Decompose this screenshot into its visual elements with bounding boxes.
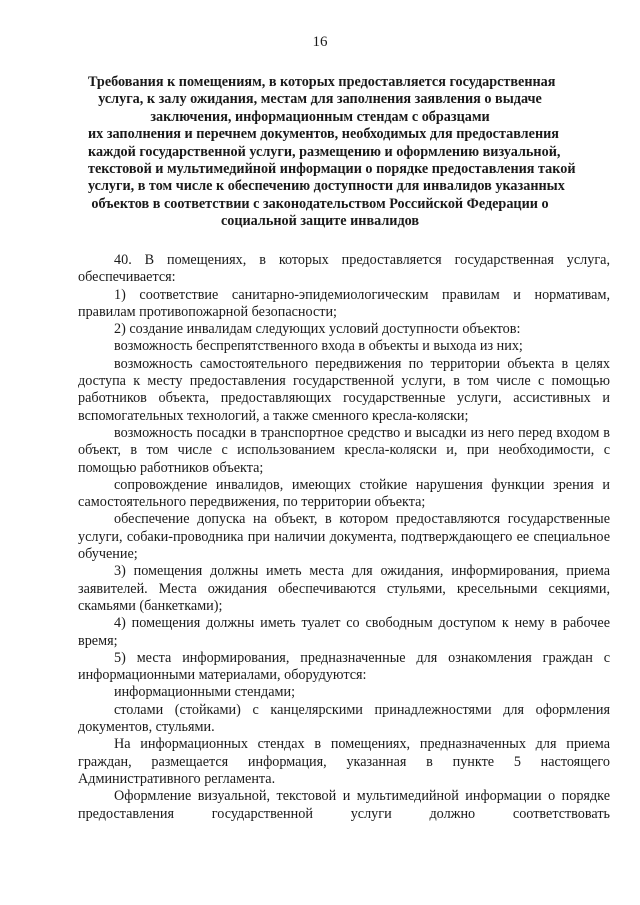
heading-line: каждой государственной услуги, размещению и оформлению визуальной, bbox=[88, 143, 561, 160]
heading-line: услуга, к залу ожидания, местам для заполнения заявления о выдаче bbox=[98, 91, 542, 108]
section-heading bbox=[88, 74, 576, 231]
paragraph-item-1: 1) соответствие санитарно-эпидемиологическим правилам и нормативам, правилам противопожарной безопасности; bbox=[78, 286, 610, 320]
heading-line: текстовой и мультимедийной информации о порядке предоставления такой bbox=[88, 161, 576, 178]
body-text bbox=[78, 252, 610, 823]
paragraph-transport: возможность посадки в транспортное средство и высадки из него перед входом в объект, в том числе с использованием кресла-коляски и, при необходимости, с помощью работников объекта; bbox=[78, 424, 610, 476]
paragraph-40-intro: 40. В помещениях, в которых предоставляется государственная услуга, обеспечивается: bbox=[78, 252, 610, 286]
heading-line: Требования к помещениям, в которых предоставляется государственная bbox=[88, 74, 556, 90]
paragraph-escort: сопровождение инвалидов, имеющих стойкие нарушения функции зрения и самостоятельного передвижения, по территории объекта; bbox=[78, 476, 610, 511]
paragraph-item-5: 5) места информирования, предназначенные для ознакомления граждан с информационными материалами, оборудуются: bbox=[78, 649, 610, 684]
heading-line: объектов в соответствии с законодательством Российской Федерации о bbox=[91, 195, 549, 212]
heading-line: социальной защите инвалидов bbox=[220, 213, 420, 230]
heading-line: заключения, информационным стендам с образцами bbox=[150, 108, 490, 125]
page-number: 16 bbox=[312, 34, 328, 50]
paragraph-tables: столами (стойками) с канцелярскими принадлежностями для оформления документов, стульями. bbox=[78, 701, 610, 736]
heading-line: услуги, в том числе к обеспечению доступности для инвалидов указанных bbox=[88, 178, 565, 195]
paragraph-item-2: 2) создание инвалидам следующих условий доступности объектов: bbox=[114, 321, 521, 338]
paragraph-movement: возможность самостоятельного передвижения по территории объекта в целях доступа к месту предоставления государственной услуги, в том числе с помощью работников объекта, предоставляющих государственные услуги, ассистивных и вспомогательных технологий, а также сменного кресла-коляски; bbox=[78, 355, 610, 424]
paragraph-info-stands: информационными стендами; bbox=[114, 684, 296, 701]
paragraph-guide-dog: обеспечение допуска на объект, в котором предоставляются государственные услуги, собаки-проводника при наличии документа, подтверждающего ее специальное обучение; bbox=[78, 511, 610, 563]
paragraph-item-4: 4) помещения должны иметь туалет со свободным доступом к нему в рабочее время; bbox=[78, 615, 610, 649]
paragraph-entry-access: возможность беспрепятственного входа в объекты и выхода из них; bbox=[114, 338, 523, 355]
paragraph-item-3: 3) помещения должны иметь места для ожидания, информирования, приема заявителей. Места ожидания обеспечиваются стульями, кресельными секциями, скамьями (банкетками); bbox=[78, 563, 610, 614]
paragraph-design: Оформление визуальной, текстовой и мультимедийной информации о порядке предоставления государственной услуги должно соответствовать bbox=[78, 788, 610, 822]
heading-line: их заполнения и перечнем документов, необходимых для предоставления bbox=[88, 126, 559, 143]
paragraph-stand-info: На информационных стендах в помещениях, предназначенных для приема граждан, размещается информация, указанная в пункте 5 настоящего Административного регламента. bbox=[78, 736, 610, 787]
